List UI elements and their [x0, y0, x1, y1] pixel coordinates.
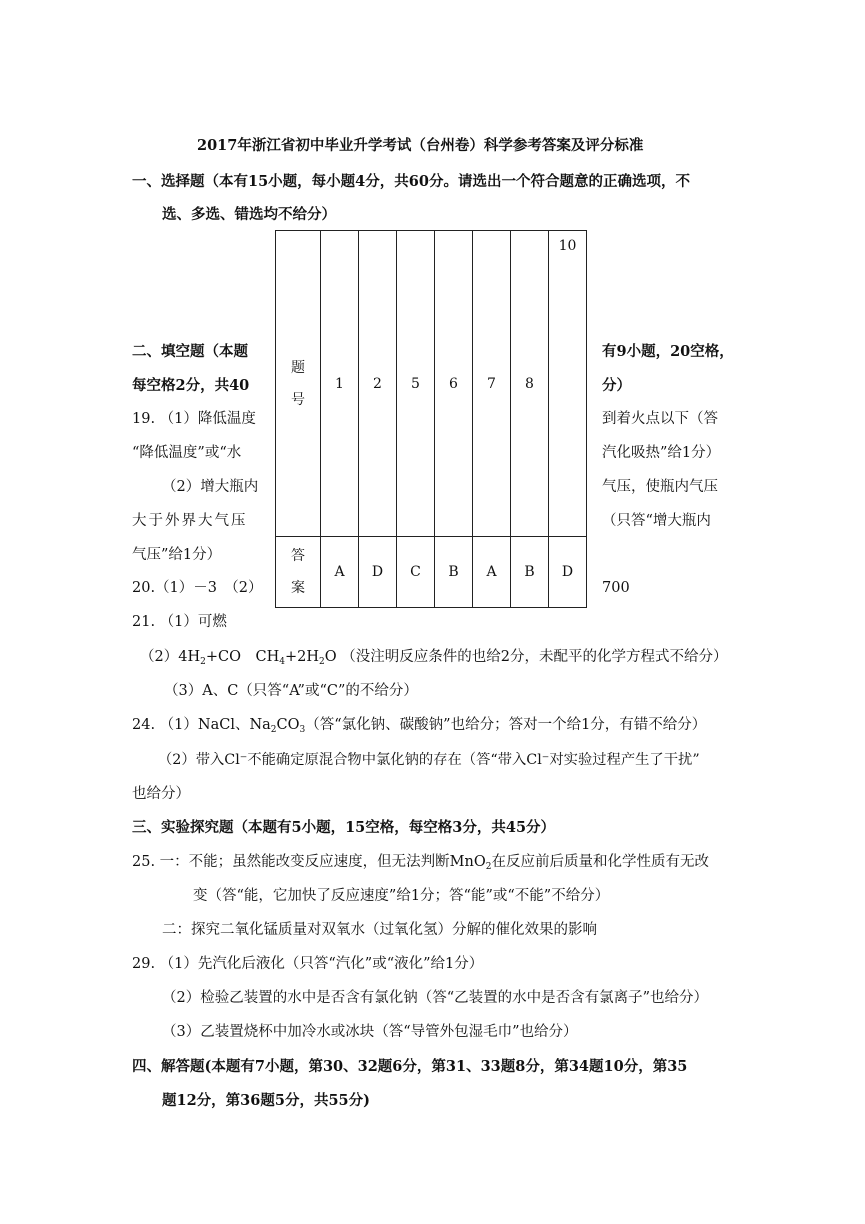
page-title: 2017年浙江省初中毕业升学考试（台州卷）科学参考答案及评分标准: [197, 137, 644, 154]
answer-cell: D: [359, 537, 397, 608]
q19-right1: 到着火点以下（答: [602, 411, 718, 427]
question-number-cell: 7: [473, 231, 511, 537]
section1-heading-line1: 一、选择题（本有15小题，每小题4分，共60分。请选出一个符合题意的正确选项，不: [132, 173, 690, 190]
q19-left4: 大于外界大气压: [132, 513, 248, 529]
question-number-row: [276, 231, 587, 537]
question-number-cell: 10: [549, 231, 587, 537]
q21-line2: $(2)4H_2+CO$ $CH_4+2H_2O$ （没注明反应条件的也给2分，未配平的化学方程式不给分）: [140, 649, 728, 667]
section2-heading-right1: 有9小题，20空格，: [602, 343, 734, 360]
q29-line1: 29. （1）先汽化后液化（只答“汽化”或“液化”给1分）: [132, 956, 484, 972]
q19-left2: “降低温度”或“水: [132, 445, 242, 461]
section2-heading-left2: 每空格2分，共40: [132, 377, 250, 394]
question-number-cell: 2: [359, 231, 397, 537]
answer-row: [276, 537, 587, 608]
section2-heading-right2: 分）: [602, 377, 631, 394]
q20-left: 20.（1）－3 （2）: [132, 580, 263, 596]
q20-right: 700: [602, 580, 630, 596]
answer-cell: D: [549, 537, 587, 608]
q25-line2: 变（答“能，它加快了反应速度”给1分；答“能”或“不能”不给分）: [193, 888, 610, 904]
question-number-cell: 5: [397, 231, 435, 537]
answer-table: [275, 230, 587, 608]
q19-left5: 气压”给1分）: [132, 547, 222, 563]
question-number-cell: 6: [435, 231, 473, 537]
q21-line3: （3）A、C（只答“A”或“C”的不给分）: [164, 683, 418, 699]
q19-left1: 19. （1）降低温度: [132, 411, 256, 427]
answer-cell: B: [511, 537, 549, 608]
answer-header: 答案: [276, 537, 321, 608]
q19-right3: 气压，使瓶内气压: [602, 479, 718, 495]
section4-heading-line2: 题12分，第36题5分，共55分): [162, 1092, 370, 1109]
q24-line2: （2）带入Cl⁻不能确定原混合物中氯化钠的存在（答“带入Cl⁻对实验过程产生了干扰”: [158, 752, 700, 768]
q21-line1: 21. （1）可燃: [132, 614, 227, 630]
q25-line3: 二：探究二氧化锰质量对双氧水（过氧化氢）分解的催化效果的影响: [162, 922, 597, 938]
q25-line1: 25. 一：不能；虽然能改变反应速度，但无法判断MnO$_2$在反应前后质量和化学性质有无改: [132, 854, 709, 872]
section2-heading-left1: 二、填空题（本题: [132, 343, 248, 360]
section3-heading: 三、实验探究题（本题有5小题，15空格，每空格3分，共45分）: [132, 819, 556, 836]
answer-cell: A: [321, 537, 359, 608]
q29-line2: （2）检验乙装置的水中是否含有氯化钠（答“乙装置的水中是否含有氯离子”也给分）: [162, 990, 709, 1006]
section4-heading-line1: 四、解答题(本题有7小题，第30、32题6分，第31、33题8分，第34题10分，第35: [132, 1058, 688, 1075]
answer-cell: B: [435, 537, 473, 608]
q24-line1: 24. （1）NaCl、$Na_2CO_3$（答“氯化钠、碳酸钠”也给分；答对一个给1分，有错不给分）: [132, 717, 707, 735]
answer-cell: A: [473, 537, 511, 608]
q29-line3: （3）乙装置烧杯中加冷水或冰块（答“导管外包湿毛巾”也给分）: [162, 1024, 578, 1040]
q19-right4: （只答“增大瓶内: [602, 513, 711, 529]
q19-right2: 汽化吸热”给1分）: [602, 445, 721, 461]
question-number-header: 题号: [276, 231, 321, 537]
q24-line3: 也给分）: [132, 786, 190, 802]
q19-left3: （2）增大瓶内: [162, 479, 259, 495]
section1-heading-line2: 选、多选、错选均不给分）: [162, 206, 336, 223]
answer-cell: C: [397, 537, 435, 608]
question-number-cell: 8: [511, 231, 549, 537]
question-number-cell: 1: [321, 231, 359, 537]
